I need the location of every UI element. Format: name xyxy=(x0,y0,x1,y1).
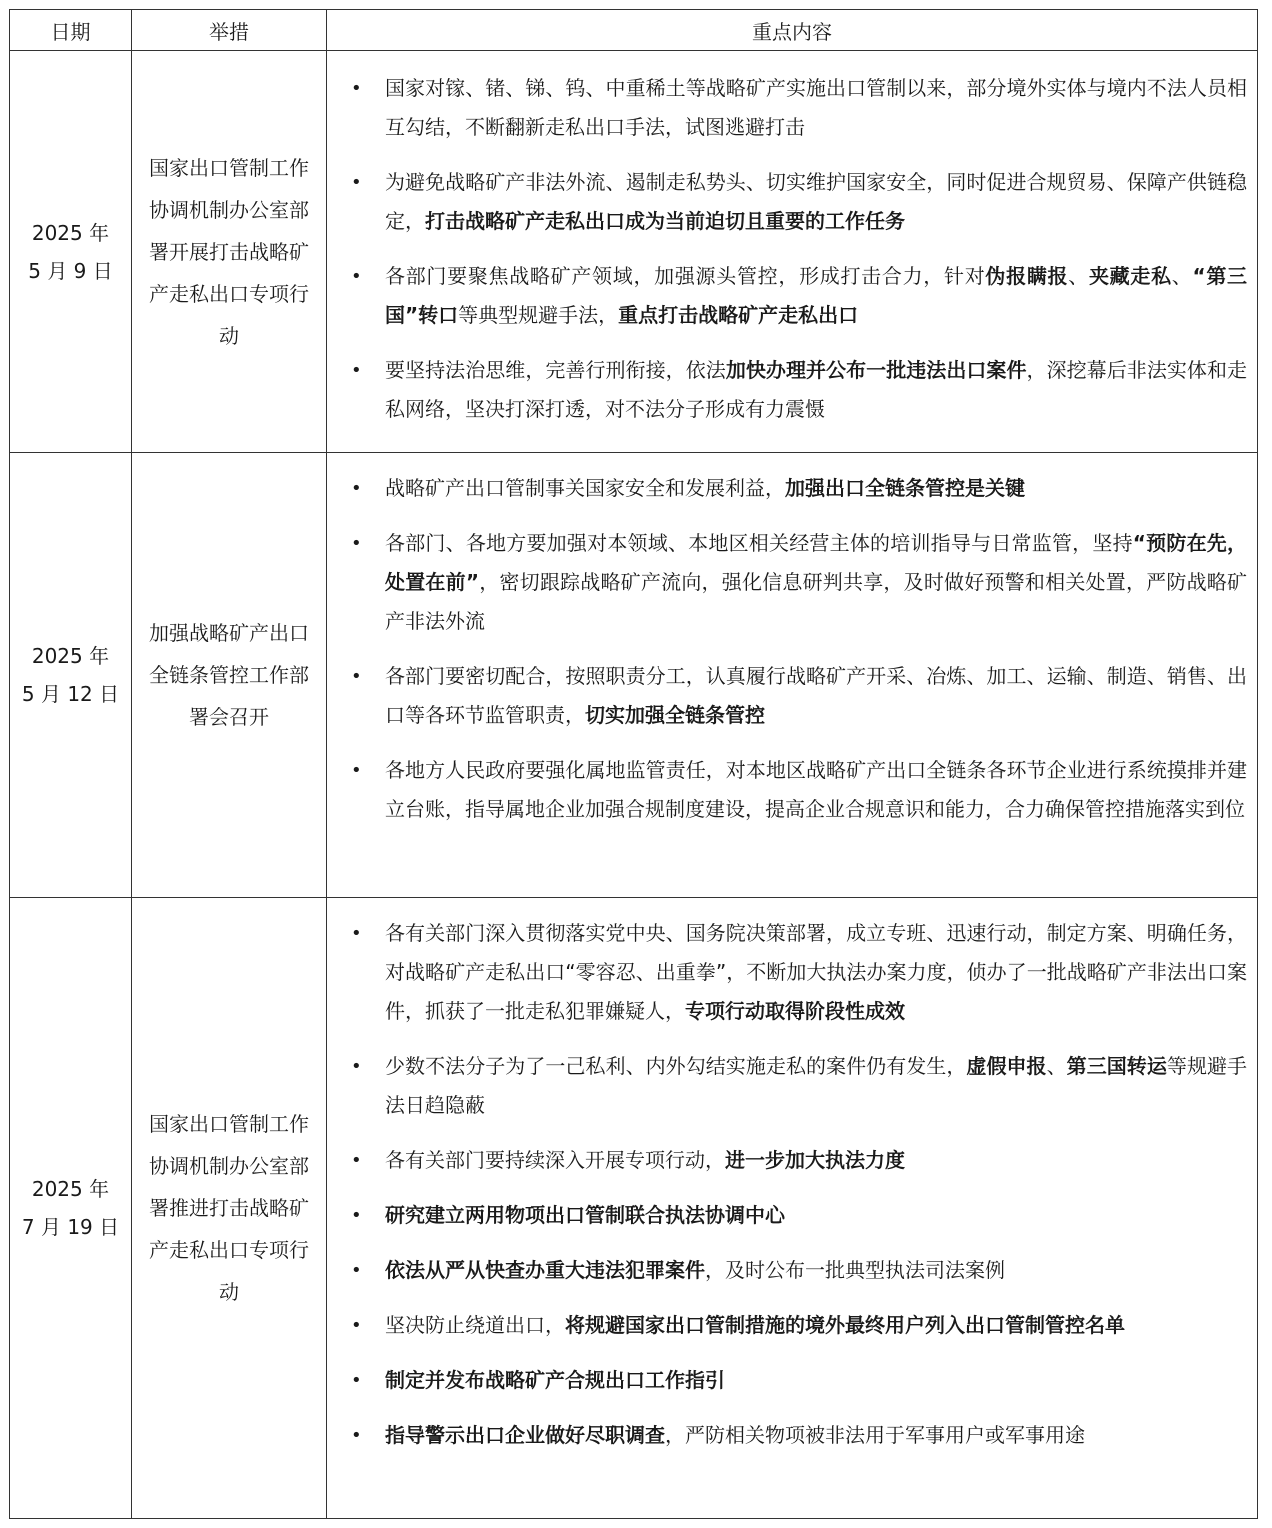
bold-text: 进一步加大执法力度 xyxy=(725,1148,905,1172)
date-cell xyxy=(10,453,132,898)
bullet-point xyxy=(385,524,1247,641)
policy-table xyxy=(9,9,1258,1519)
date-cell xyxy=(10,51,132,453)
text: ，密切跟踪战略矿产流向，强化信息研判共享，及时做好预警和相关处置，严防战略矿产非法外流 xyxy=(385,570,1248,633)
text: 坚决防止绕道出口， xyxy=(385,1313,565,1337)
text: 各有关部门深入贯彻落实党中央、国务院决策部署，成立专班、迅速行动，制定方案、明确任务，对战略矿产走私出口“零容忍、出重拳”，不断加大执法办案力度，侦办了一批战略矿产非法出口案件，抓获了一批走私犯罪嫌疑人， xyxy=(385,921,1247,1023)
text: 国家对镓、锗、锑、钨、中重稀土等战略矿产实施出口管制以来，部分境外实体与境内不法人员相互勾结，不断翻新走私出口手法，试图逃避打击 xyxy=(385,76,1247,139)
header-row xyxy=(10,10,1258,51)
text: 少数不法分子为了一己私利、内外勾结实施走私的案件仍有发生， xyxy=(385,1054,967,1078)
text: ，深挖幕后非法实体和走私网络，坚决打深打透，对不法分子形成有力震慑 xyxy=(385,358,1248,421)
text: 各部门要密切配合，按照职责分工，认真履行战略矿产开采、冶炼、加工、运输、制造、销售、出口等各环节监管职责， xyxy=(385,664,1247,727)
measure-cell: 加强战略矿产出口全链条管控工作部署会召开 xyxy=(132,453,327,898)
bold-text: “预防在先，处置在前” xyxy=(385,531,1247,594)
bold-text: 将规避国家出口管制措施的境外最终用户列入出口管制管控名单 xyxy=(565,1313,1125,1337)
text: 、 xyxy=(1046,1054,1067,1078)
text: ，严防相关物项被非法用于军事用户或军事用途 xyxy=(665,1423,1085,1447)
bullet-point xyxy=(385,657,1247,735)
text: 各部门、各地方要加强对本领域、本地区相关经营主体的培训指导与日常监管，坚持 xyxy=(385,531,1133,555)
measure-cell: 国家出口管制工作协调机制办公室部署推进打击战略矿产走私出口专项行动 xyxy=(132,898,327,1519)
date-day: 7 月 19 日 xyxy=(21,1215,120,1239)
bullet-point xyxy=(385,914,1247,1031)
bullet-point xyxy=(385,1361,1247,1400)
text: 等规避手法日趋隐蔽 xyxy=(385,1054,1248,1117)
text: 各有关部门要持续深入开展专项行动， xyxy=(385,1148,725,1172)
bullet-point xyxy=(385,163,1247,241)
bold-text: 重点打击战略矿产走私出口 xyxy=(618,303,859,327)
bold-text: 制定并发布战略矿产合规出口工作指引 xyxy=(385,1368,725,1392)
header-measure: 举措 xyxy=(132,10,327,51)
bold-text: 夹藏走私 xyxy=(1088,264,1172,288)
bullet-point xyxy=(385,1141,1247,1180)
bold-text: 加强出口全链条管控是关键 xyxy=(785,476,1025,500)
content-list xyxy=(327,898,1257,1455)
bullet-point xyxy=(385,469,1247,508)
content-cell xyxy=(327,51,1258,453)
bold-text: 第三国转运 xyxy=(1066,1054,1167,1078)
text: 、 xyxy=(1068,264,1089,288)
bullet-point xyxy=(385,1416,1247,1455)
table-row xyxy=(10,453,1258,898)
text: ，及时公布一批典型执法司法案例 xyxy=(705,1258,1005,1282)
bullet-point xyxy=(385,1251,1247,1290)
bold-text: 指导警示出口企业做好尽职调查 xyxy=(385,1423,665,1447)
bullet-point xyxy=(385,751,1247,829)
content-cell xyxy=(327,453,1258,898)
date-year: 2025 年 xyxy=(31,644,110,668)
bold-text: 打击战略矿产走私出口成为当前迫切且重要的工作任务 xyxy=(425,209,905,233)
text: 、 xyxy=(1171,264,1193,288)
bold-text: “第三国”转口 xyxy=(385,264,1248,327)
content-cell xyxy=(327,898,1258,1519)
text: 为避免战略矿产非法外流、遏制走私势头、切实维护国家安全，同时促进合规贸易、保障产供链稳定， xyxy=(385,170,1247,233)
bullet-point xyxy=(385,69,1247,147)
text: 各地方人民政府要强化属地监管责任，对本地区战略矿产出口全链条各环节企业进行系统摸排并建立台账，指导属地企业加强合规制度建设，提高企业合规意识和能力，合力确保管控措施落实到位 xyxy=(385,758,1247,821)
text: 战略矿产出口管制事关国家安全和发展利益， xyxy=(385,476,785,500)
date-day: 5 月 12 日 xyxy=(21,682,120,706)
date-cell xyxy=(10,898,132,1519)
bold-text: 加快办理并公布一批违法出口案件 xyxy=(725,358,1027,382)
bold-text: 专项行动取得阶段性成效 xyxy=(685,999,905,1023)
table-row xyxy=(10,898,1258,1519)
bullet-point xyxy=(385,1196,1247,1235)
content-list xyxy=(327,51,1257,429)
bold-text: 研究建立两用物项出口管制联合执法协调中心 xyxy=(385,1203,785,1227)
header-content: 重点内容 xyxy=(327,10,1258,51)
bold-text: 伪报瞒报 xyxy=(985,264,1069,288)
measure-cell: 国家出口管制工作协调机制办公室部署开展打击战略矿产走私出口专项行动 xyxy=(132,51,327,453)
text: 要坚持法治思维，完善行刑衔接，依法 xyxy=(385,358,726,382)
bullet-point xyxy=(385,257,1247,335)
bullet-point xyxy=(385,1047,1247,1125)
text: 各部门要聚焦战略矿产领域，加强源头管控，形成打击合力，针对 xyxy=(385,264,986,288)
bold-text: 依法从严从快查办重大违法犯罪案件 xyxy=(385,1258,705,1282)
date-day: 5 月 9 日 xyxy=(28,258,113,283)
text: 等典型规避手法， xyxy=(458,303,619,327)
content-list xyxy=(327,453,1257,829)
bullet-point xyxy=(385,1306,1247,1345)
bold-text: 切实加强全链条管控 xyxy=(585,703,765,727)
date-year: 2025 年 xyxy=(31,1177,110,1201)
bullet-point xyxy=(385,351,1247,429)
header-date: 日期 xyxy=(10,10,132,51)
date-year: 2025 年 xyxy=(31,220,110,245)
table-row xyxy=(10,51,1258,453)
bold-text: 虚假申报 xyxy=(966,1054,1047,1078)
